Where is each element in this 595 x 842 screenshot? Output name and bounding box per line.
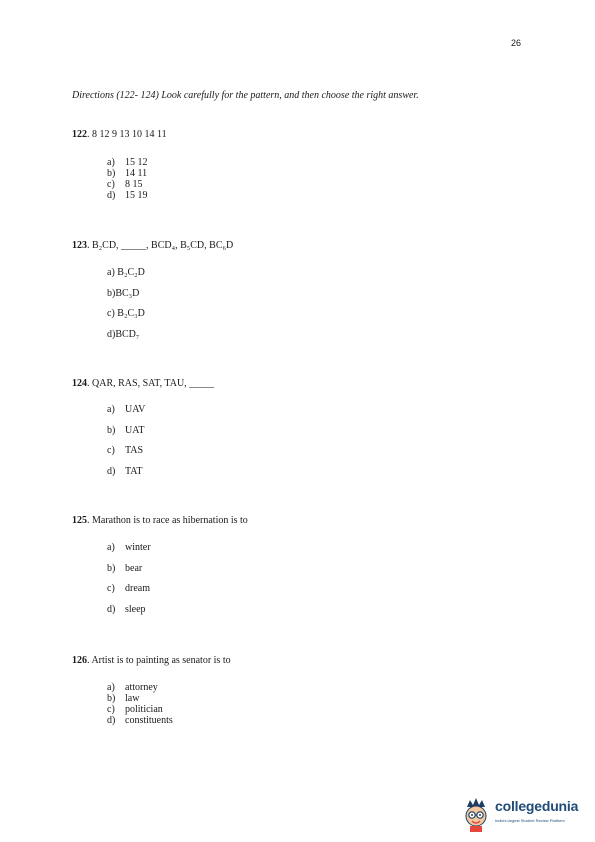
option-a[interactable]: a) UAV xyxy=(107,404,146,415)
question-text: . Marathon is to race as hibernation is to xyxy=(87,515,248,526)
option-a[interactable]: a) 15 12 xyxy=(107,157,148,168)
question-text: . Artist is to painting as senator is to xyxy=(87,655,231,666)
option-c[interactable]: c) B₂C₃D xyxy=(107,308,145,319)
option-d[interactable]: d) constituents xyxy=(107,715,173,726)
option-a[interactable]: a) B₂C₂D xyxy=(107,267,145,278)
options-125 xyxy=(107,538,151,620)
page-number: 26 xyxy=(511,38,522,48)
option-b[interactable]: b) 14 11 xyxy=(107,168,148,179)
question-number: 123 xyxy=(72,240,87,251)
options-123 xyxy=(107,263,145,345)
options-124 xyxy=(107,400,145,482)
collegedunia-logo xyxy=(461,796,587,832)
option-c[interactable]: c) dream xyxy=(107,583,150,594)
question-number: 126 xyxy=(72,655,87,666)
question-number: 122 xyxy=(72,129,87,140)
option-d[interactable]: d)BCD₇ xyxy=(107,328,140,340)
logo-tagline: India's largest Student Review Platform xyxy=(495,818,565,823)
question-text: . 8 12 9 13 10 14 11 xyxy=(87,129,167,140)
option-d[interactable]: d) TAT xyxy=(107,465,143,477)
option-a[interactable]: a) attorney xyxy=(107,682,158,693)
question-125 xyxy=(72,515,248,526)
option-c[interactable]: c) TAS xyxy=(107,445,144,456)
option-c[interactable]: c) 8 15 xyxy=(107,179,143,190)
question-text: . QAR, RAS, SAT, TAU, _____ xyxy=(87,378,215,389)
option-a[interactable]: a) winter xyxy=(107,542,151,553)
option-c[interactable]: c) politician xyxy=(107,704,163,715)
question-122 xyxy=(72,129,167,140)
option-d[interactable]: d) sleep xyxy=(107,603,146,615)
option-b[interactable]: b)BC₃D xyxy=(107,287,140,299)
options-122 xyxy=(107,157,148,201)
question-text: . B₂CD, _____, BCD₄, B₅CD, BC₆D xyxy=(87,240,234,251)
logo-name: collegedunia xyxy=(495,798,579,814)
question-123 xyxy=(72,240,233,251)
option-b[interactable]: b) bear xyxy=(107,562,143,574)
option-b[interactable]: b) law xyxy=(107,693,140,704)
question-number: 125 xyxy=(72,515,87,526)
options-126 xyxy=(107,682,173,726)
question-number: 124 xyxy=(72,378,87,389)
directions-text: Directions (122- 124) Look carefully for the pattern, and then choose the right answer. xyxy=(72,90,419,101)
option-d[interactable]: d) 15 19 xyxy=(107,190,148,201)
question-124 xyxy=(72,378,214,389)
question-126 xyxy=(72,655,231,666)
option-b[interactable]: b) UAT xyxy=(107,424,145,436)
mascot-icon xyxy=(461,796,491,832)
